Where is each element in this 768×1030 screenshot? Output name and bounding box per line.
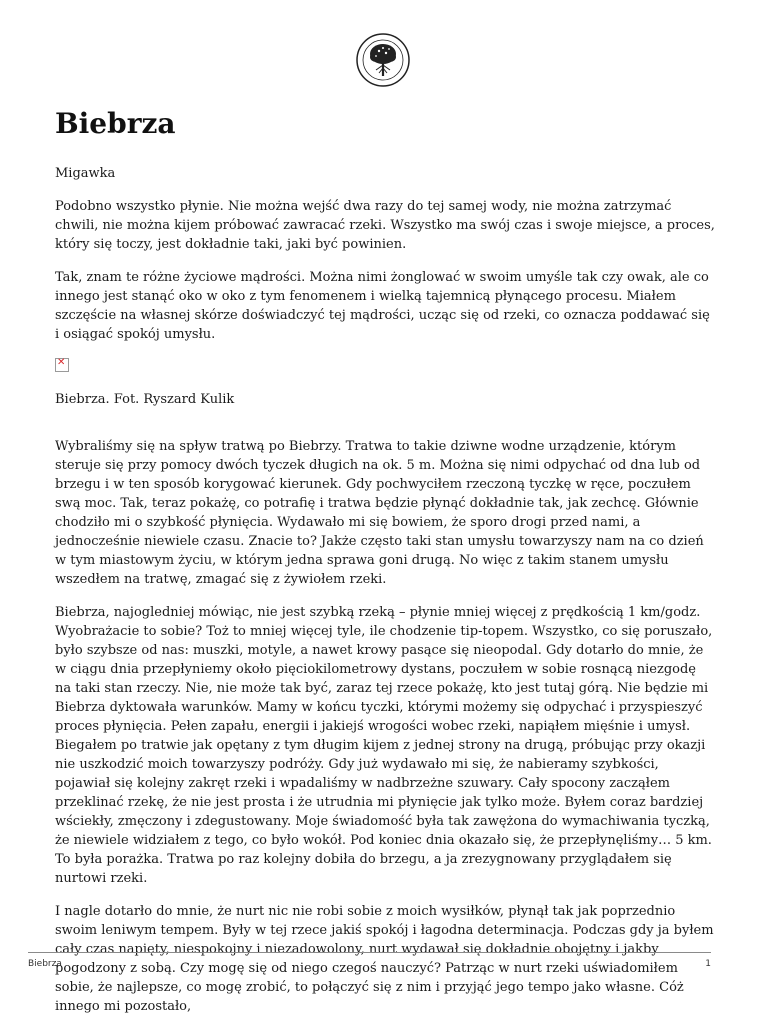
- image-caption: Biebrza. Fot. Ryszard Kulik: [55, 392, 235, 407]
- tree-seal-logo: [355, 32, 411, 88]
- paragraph: Wybraliśmy się na spływ tratwą po Biebrzy. Tratwa to takie dziwne wodne urządzenie, którym steruje się przy pomocy dwóch tyczek długich na ok. 5 m. Można się nimi odpychać od dna lub od brzegu i w ten sposób korygować kierunek. Gdy pochwyciłem rzeczoną tyczkę w ręce, poczułem swą moc. Tak, teraz pokażę, co potrafię i tratwa będzie płynąć dokładnie tak, jak zechcę. Głównie chodziło mi o szybkość płynięcia. Wydawało mi się bowiem, że sporo drogi przed nami, a jednocześnie niewiele czasu. Znacie to? Jakże często taki stan umysłu towarzyszy nam na co dzień w tym miastowym życiu, w którym jedna sprawa goni drugą. No więc z takim stanem umysłu wszedłem na tratwę, zmagać się z żywiołem rzeki.: [55, 439, 704, 587]
- paragraph: Biebrza, najogledniej mówiąc, nie jest szybką rzeką – płynie mniej więcej z prędkością 1 km/godz. Wyobrażacie to sobie? Toż to mniej więcej tyle, ile chodzenie tip-topem. Wszystko, co się poruszało, było szybsze od nas: muszki, motyle, a nawet krowy pasące się nieopodal. Gdy dotarło do mnie, że w ciągu dnia przepłyniemy około pięciokilometrowy dystans, poczułem w sobie rosnącą niezgodę na taki stan rzeczy. Nie, nie może tak być, zaraz tej rzece pokażę, kto jest tutaj górą. Nie będzie mi Biebrza dyktowała warunków. Mamy w końcu tyczki, którymi możemy się odpychać i przyspieszyć proces płynięcia. Pełen zapału, energii i jakiejś wrogości wobec rzeki, napiąłem mięśnie i umysł. Biegałem po tratwie jak opętany z tym długim kijem z jednej strony na drugą, próbując przy okazji nie uszkodzić moich towarzyszy podróży. Gdy już wydawało mi się, że nabieramy szybkości, pojawiał się kolejny zakręt rzeki i wpadaliśmy w nadbrzeżne szuwary. Cały spocony zacząłem przeklinać rzekę, że nie jest prosta i że utrudnia mi płynięcie jak tylko może. Byłem coraz bardziej wściekły, zmęczony i zdegustowany. Moje świadomość była tak zawężona do wymachiwania tyczką, że niewiele widziałem z tego, co było wokół. Pod koniec dnia okazało się, że przepłynęliśmy… 5 km. To była porażka. Tratwa po raz kolejny dobiła do brzegu, a ja zrezygnowany przyglądałem się nurtowi rzeki.: [55, 605, 713, 886]
- paragraph: Tak, znam te różne życiowe mądrości. Można nimi żonglować w swoim umyśle tak czy owak, ale co innego jest stanąć oko w oko z tym fenomenem i wielką tajemnicą płynącego procesu. Miałem szczęście na własnej skórze doświadczyć tej mądrości, ucząc się od rzeki, co oznacza poddawać się i osiągać spokój umysłu.: [55, 270, 710, 342]
- page-number: 1: [705, 959, 711, 969]
- paragraph: Podobno wszystko płynie. Nie można wejść dwa razy do tej samej wody, nie można zatrzymać chwili, nie można kijem próbować zawracać rzeki. Wszystko ma swój czas i swoje miejsce, a proces, który się toczy, jest dokładnie taki, jaki być powinien.: [55, 199, 715, 252]
- footer-title: Biebrza: [28, 959, 62, 969]
- page-footer: [28, 952, 711, 969]
- page-title: Biebrza: [55, 107, 176, 140]
- broken-image-icon: [55, 358, 69, 372]
- article-subtitle: Migawka: [55, 166, 116, 181]
- article: [55, 100, 715, 1030]
- paragraph: I nagle dotarło do mnie, że nurt nic nie robi sobie z moich wysiłków, płynął tak jak poprzednio swoim leniwym tempem. Były w tej rzece jakiś spokój i łagodna determinacja. Podczas gdy ja byłem cały czas napięty, niespokojny i niezadowolony, nurt wydawał się dokładnie obojętny i jakby pogodzony z sobą. Czy mogę się od niego czegoś nauczyć? Patrząc w nurt rzeki uświadomiłem sobie, że najlepsze, co mogę zrobić, to połączyć się z nim i przyjąć jego tempo jako własne. Cóż innego mi pozostało,: [55, 904, 714, 1014]
